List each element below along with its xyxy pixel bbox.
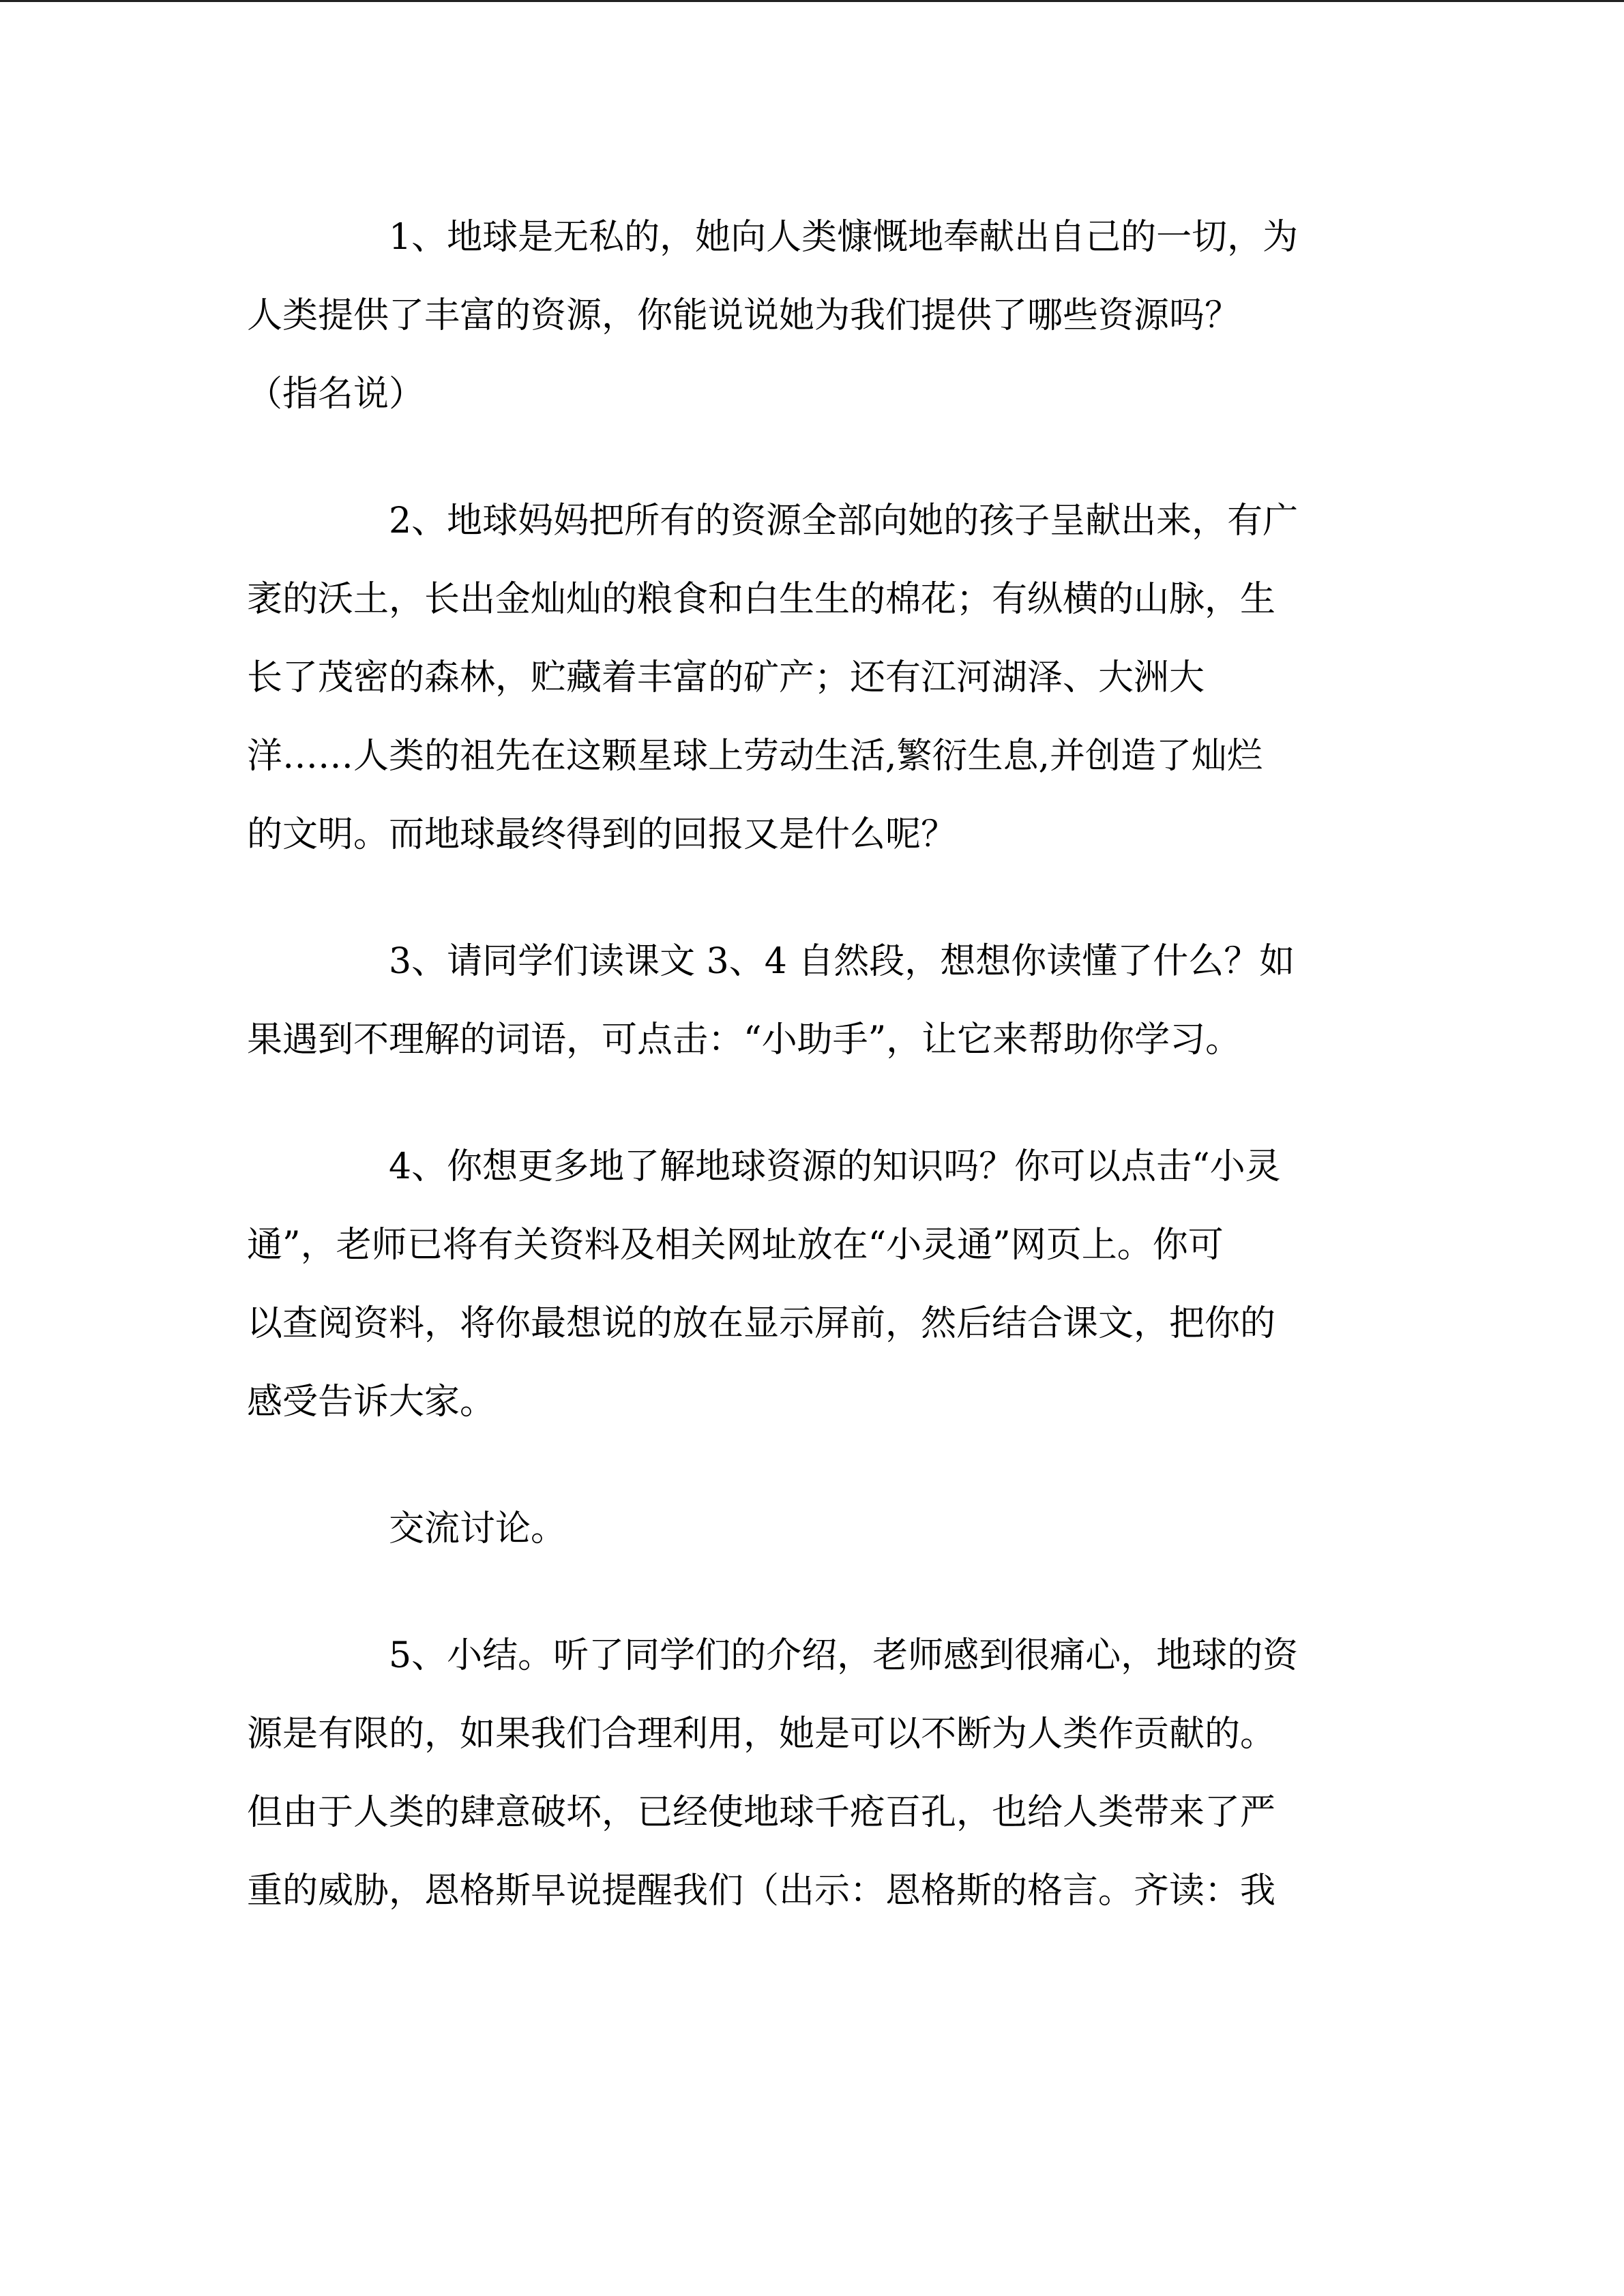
text-line: （指名说）: [247, 374, 425, 415]
text-line: 袤的沃土，长出金灿灿的粮食和白生生的棉花；有纵横的山脉，生: [247, 579, 1276, 620]
text-line: 源是有限的，如果我们合理利用，她是可以不断为人类作贡献的。: [247, 1714, 1276, 1755]
paragraph-3: [247, 923, 1365, 1079]
text-line: 5、小结。听了同学们的介绍，老师感到很痛心，地球的资: [389, 1635, 1299, 1676]
paragraph-5: [247, 1490, 1365, 1568]
text-line: 果遇到不理解的词语，可点击：“小助手”，让它来帮助你学习。: [247, 1019, 1241, 1060]
text-line: 重的威胁，恩格斯早说提醒我们（出示：恩格斯的格言。齐读：我: [247, 1870, 1276, 1911]
text-line: 以查阅资料，将你最想说的放在显示屏前，然后结合课文，把你的: [247, 1303, 1276, 1344]
paragraph-1: [247, 198, 1365, 434]
text-line: 通”，老师已将有关资料及相关网址放在“小灵通”网页上。你可: [247, 1225, 1224, 1266]
paragraph-6: [247, 1617, 1365, 1930]
text-line: 3、请同学们读课文 3、4 自然段，想想你读懂了什么？如: [389, 941, 1295, 982]
text-line: 交流讨论。: [389, 1508, 567, 1549]
document-body: [247, 198, 1365, 1979]
text-line: 洋……人类的祖先在这颗星球上劳动生活,繁衍生息,并创造了灿烂: [247, 736, 1263, 777]
text-line: 长了茂密的森林，贮藏着丰富的矿产；还有江河湖泽、大洲大: [247, 657, 1205, 698]
text-line: 的文明。而地球最终得到的回报又是什么呢？: [247, 814, 957, 855]
text-line: 1、地球是无私的，她向人类慷慨地奉献出自己的一切，为: [389, 217, 1299, 258]
text-line: 感受告诉大家。: [247, 1382, 496, 1422]
text-line: 但由于人类的肆意破坏，已经使地球千疮百孔，也给人类带来了严: [247, 1792, 1276, 1833]
text-line: 4、你想更多地了解地球资源的知识吗？你可以点击“小灵: [389, 1146, 1281, 1187]
paragraph-4: [247, 1128, 1365, 1442]
text-line: 人类提供了丰富的资源，你能说说她为我们提供了哪些资源吗？: [247, 295, 1241, 336]
text-line: 2、地球妈妈把所有的资源全部向她的孩子呈献出来，有广: [389, 501, 1299, 541]
paragraph-2: [247, 482, 1365, 874]
